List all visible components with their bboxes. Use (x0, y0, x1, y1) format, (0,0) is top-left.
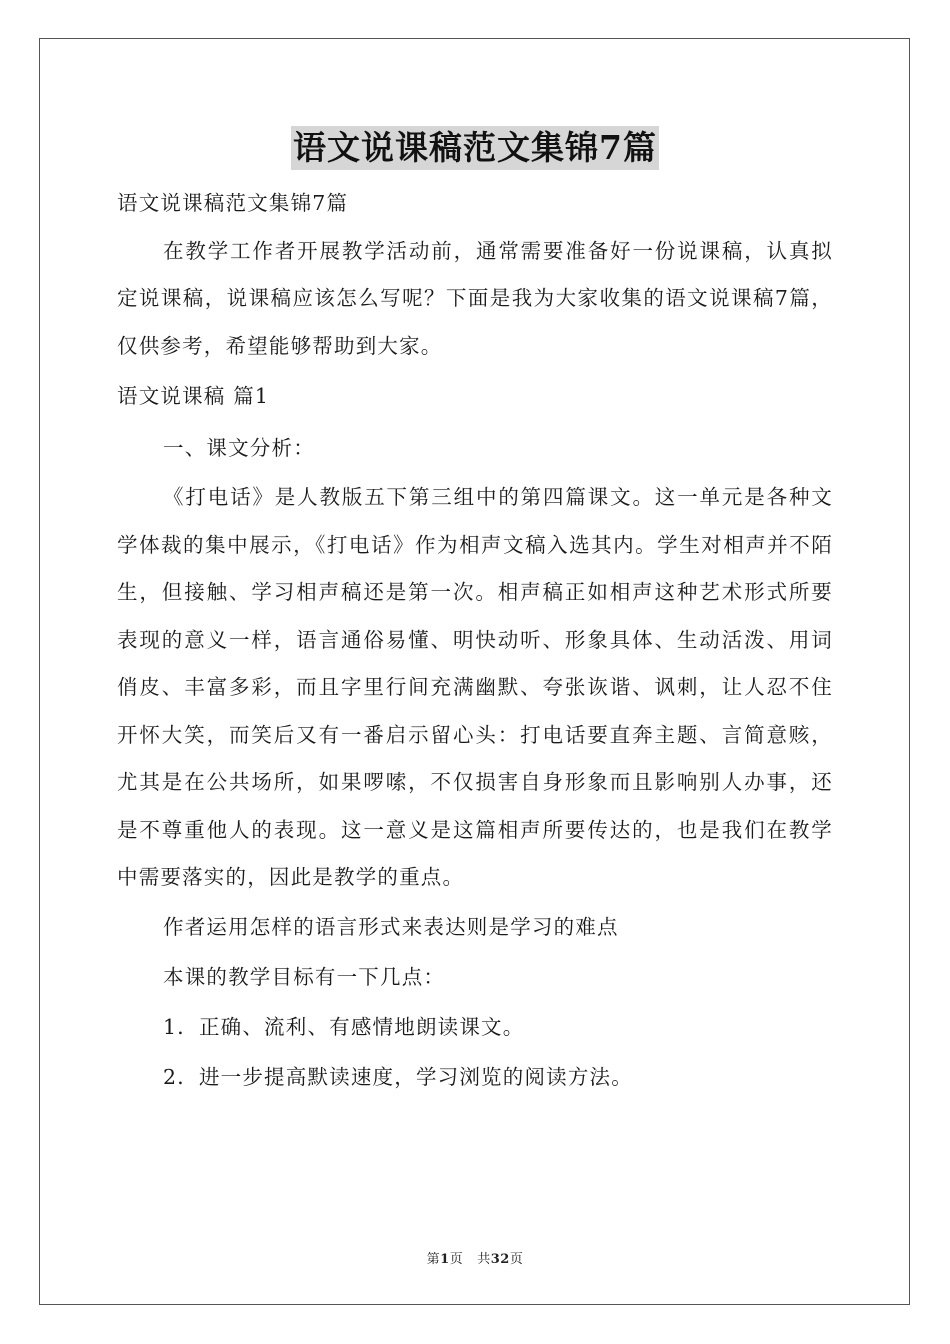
document-title: 语文说课稿范文集锦7篇 (291, 126, 659, 170)
footer-total-suffix: 页 (509, 1252, 524, 1267)
section-heading: 语文说课稿 篇1 (117, 384, 270, 408)
goal-item-1: 1．正确、流利、有感情地朗读课文。 (163, 1014, 525, 1039)
document-subtitle: 语文说课稿范文集锦7篇 (117, 191, 349, 215)
goals-intro: 本课的教学目标有一下几点： (163, 964, 446, 989)
footer-page-number: 1 (440, 1252, 450, 1267)
analysis-paragraph: 《打电话》是人教版五下第三组中的第四篇课文。这一单元是各种文学体裁的集中展示，《打电话》作为相声文稿入选其内。学生对相声并不陌生，但接触、学习相声稿还是第一次。相声稿正如相声这种艺术形式所要表现的意义一样，语言通俗易懂、明快动听、形象具体、生动活泼、用词俏皮、丰富多彩，而且字里行间充满幽默、夸张诙谐、讽刺，让人忍不住开怀大笑，而笑后又有一番启示留心头：打电话要直奔主题、言简意赅，尤其是在公共场所，如果啰嗦，不仅损害自身形象而且影响别人办事，还是不尊重他人的表现。这一意义是这篇相声所要传达的，也是我们在教学中需要落实的，因此是教学的重点。 (117, 485, 833, 889)
analysis-heading: 一、课文分析： (163, 436, 315, 460)
goal-item-2: 2．进一步提高默读速度，学习浏览的阅读方法。 (163, 1064, 633, 1089)
footer-page-suffix: 页 (449, 1252, 464, 1267)
intro-paragraph: 在教学工作者开展教学活动前，通常需要准备好一份说课稿，认真拟定说课稿，说课稿应该怎么写呢？下面是我为大家收集的语文说课稿7篇，仅供参考，希望能够帮助到大家。 (117, 238, 833, 358)
footer-page-prefix: 第 (426, 1252, 441, 1267)
title-container (0, 126, 950, 170)
document-body (117, 180, 833, 1102)
difficulty-paragraph: 作者运用怎样的语言形式来表达则是学习的难点 (163, 914, 619, 939)
page-footer (0, 1248, 950, 1267)
footer-total-prefix: 共 (477, 1252, 491, 1267)
footer-total-pages: 32 (490, 1252, 510, 1267)
